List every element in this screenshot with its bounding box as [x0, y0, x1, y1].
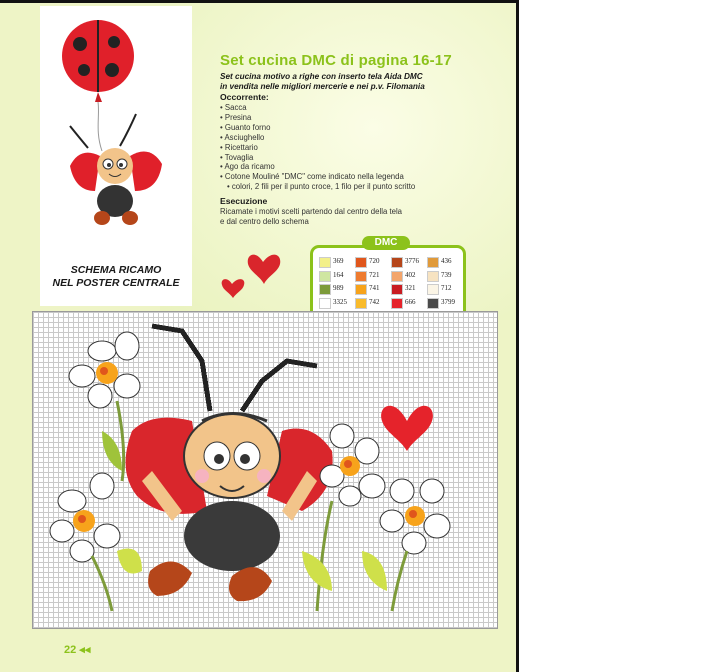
top-border: [0, 0, 516, 3]
legend-swatch: [319, 271, 331, 282]
legend-swatch: [427, 284, 439, 295]
legend-swatch: [391, 284, 403, 295]
subtitle-line-2: in vendita nelle migliori mercerie e nei p.v. Filomania: [220, 81, 425, 91]
legend-code: 3325: [333, 297, 347, 306]
caption-line-1: SCHEMA RICAMO: [70, 264, 162, 276]
legend-code: 321: [405, 284, 416, 292]
legend-code: 742: [369, 297, 380, 306]
legend-swatch: [355, 298, 367, 309]
page-edge: [516, 0, 519, 672]
list-item: • Ricettario: [220, 143, 415, 153]
heart-icons: [218, 240, 290, 302]
list-item: • colori, 2 fili per il punto croce, 1 filo per il punto scritto: [220, 182, 415, 192]
esecuzione-heading: Esecuzione: [220, 196, 268, 206]
esecuzione-line-1: Ricamate i motivi scelti partendo dal centro della tela: [220, 207, 403, 216]
legend-code: 720: [369, 257, 380, 265]
legend-swatch: [427, 271, 439, 282]
legend-swatch: [391, 298, 403, 309]
page-number: 22 ◂◂: [64, 644, 91, 656]
list-item: • Asciughello: [220, 133, 415, 143]
daisy-left-top: [69, 332, 140, 408]
legend-code: 666: [405, 297, 416, 306]
legend-swatch: [319, 284, 331, 295]
legend-code: 436: [441, 257, 452, 265]
subtitle-line-1: Set cucina motivo a righe con inserto tela Aida DMC: [220, 72, 423, 81]
subtitle: [220, 72, 510, 91]
list-item: • Ago da ricamo: [220, 162, 415, 172]
daisy-right-bottom: [380, 479, 450, 554]
legend-swatch: [355, 271, 367, 282]
legend-code: 3776: [405, 257, 419, 265]
legend-swatch: [319, 298, 331, 309]
legend-code: 712: [441, 284, 452, 292]
legend-swatch: [391, 271, 403, 282]
page-title: Set cucina DMC di pagina 16-17: [220, 52, 452, 69]
daisy-right-middle: [320, 424, 385, 506]
ladybug-balloon-illustration: [40, 6, 192, 261]
legend-swatch: [355, 284, 367, 295]
list-item: • Tovaglia: [220, 153, 415, 163]
list-item: • Guanto forno: [220, 123, 415, 133]
poster-caption: [44, 264, 188, 290]
occorrente-heading: Occorrente:: [220, 92, 269, 102]
list-item: • Sacca: [220, 103, 415, 113]
daisy-left-bottom: [50, 473, 120, 562]
esecuzione-text: [220, 207, 460, 227]
legend-swatch: [391, 257, 403, 268]
occorrente-list: [220, 103, 415, 192]
caption-line-2: NEL POSTER CENTRALE: [52, 277, 180, 289]
legend-swatch: [427, 257, 439, 268]
legend-code: 741: [369, 284, 380, 292]
legend-swatch: [427, 298, 439, 309]
legend-code: 369: [333, 257, 344, 265]
list-item: • Cotone Mouliné "DMC" come indicato nella legenda: [220, 172, 415, 182]
legend-code: 164: [333, 270, 344, 279]
esecuzione-line-2: e dal centro dello schema: [220, 217, 309, 226]
legend-code: 989: [333, 284, 344, 292]
legend-code: 739: [441, 270, 452, 279]
ladybug-chart-illustration: [32, 311, 496, 627]
legend-code: 402: [405, 270, 416, 279]
list-item: • Presina: [220, 113, 415, 123]
legend-code: 3799: [441, 297, 455, 306]
legend-code: 721: [369, 270, 380, 279]
legend-title: DMC: [362, 236, 410, 250]
legend-swatch: [355, 257, 367, 268]
legend-swatch: [319, 257, 331, 268]
